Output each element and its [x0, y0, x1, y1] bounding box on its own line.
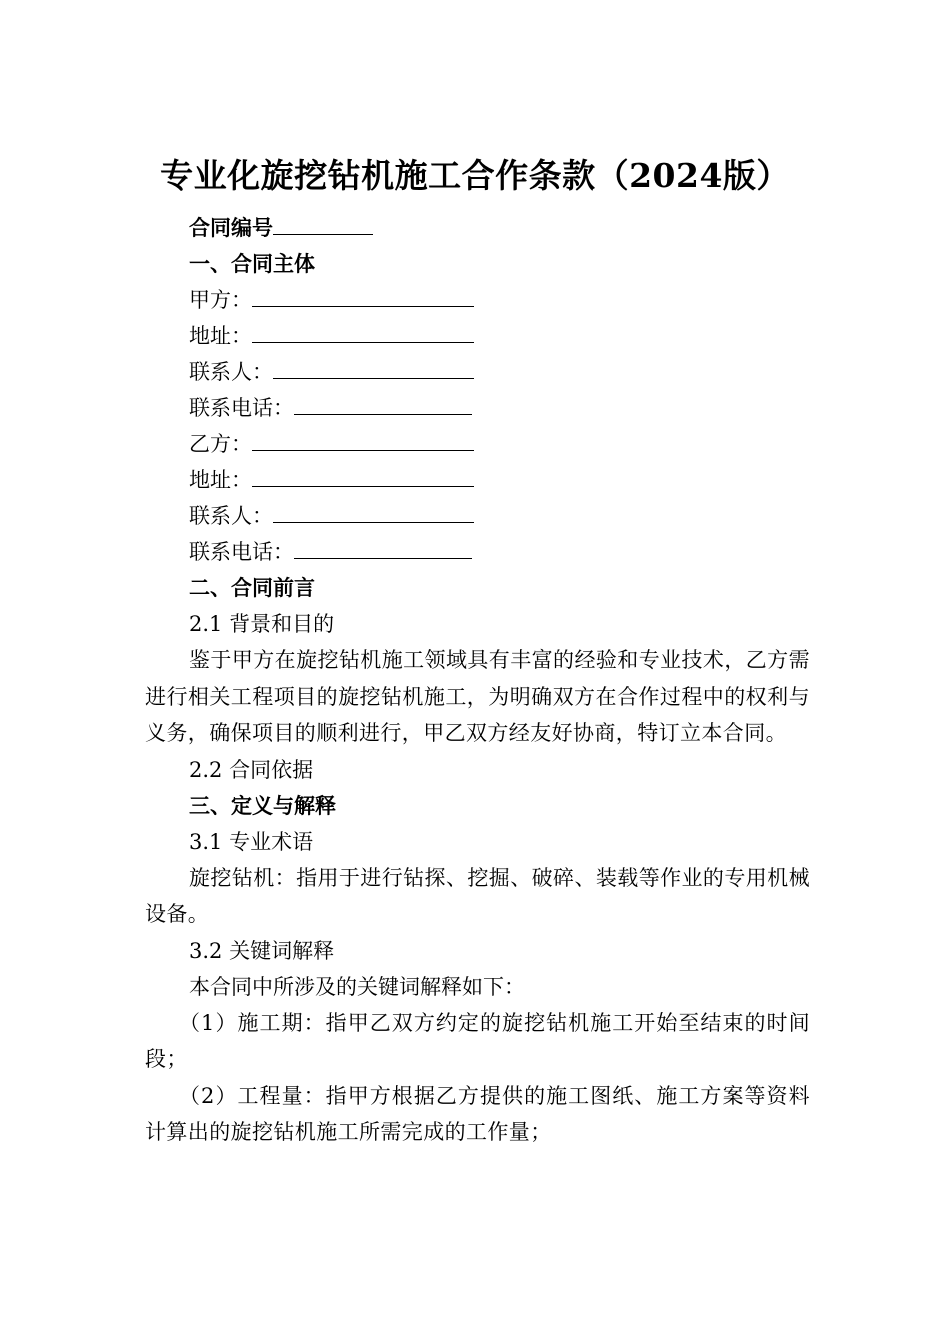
- party-a-address-field: [145, 318, 810, 354]
- section3-paragraph-2: 本合同中所涉及的关键词解释如下：: [189, 974, 525, 999]
- field-label: 乙方：: [189, 432, 252, 456]
- section2-paragraph: 鉴于甲方在旋挖钻机施工领域具有丰富的经验和专业技术，乙方需进行相关工程项目的旋挖钻机施工，为明确双方在合作过程中的权利与义务，确保项目的顺利进行，甲乙双方经友好协商，特订立本合同。: [145, 648, 810, 745]
- definition-item-2: （2）工程量：指甲方根据乙方提供的施工图纸、施工方案等资料计算出的旋挖钻机施工所需完成的工作量；: [145, 1083, 810, 1144]
- section3-paragraph-1: 旋挖钻机：指用于进行钻探、挖掘、破碎、装载等作业的专用机械设备。: [145, 865, 810, 926]
- party-b-contact-field: [145, 498, 810, 534]
- section2-sub1: 2.1 背景和目的: [189, 612, 335, 636]
- party-a-phone-field: [145, 390, 810, 426]
- field-blank: [252, 318, 474, 343]
- field-label: 联系人：: [189, 360, 273, 384]
- document-body: [145, 210, 810, 1151]
- contract-number-label: 合同编号: [189, 215, 273, 240]
- field-blank: [252, 462, 474, 487]
- field-blank: [273, 354, 474, 379]
- definition-item-1: （1）施工期：指甲乙双方约定的旋挖钻机施工开始至结束的时间段；: [145, 1010, 810, 1071]
- contract-number-blank: [273, 210, 373, 235]
- party-b-phone-field: [145, 534, 810, 570]
- party-a-field: [145, 282, 810, 318]
- section2-heading: 二、合同前言: [189, 575, 315, 600]
- field-label: 地址：: [189, 468, 252, 492]
- field-blank: [252, 426, 474, 451]
- section3-sub2: 3.2 关键词解释: [189, 938, 335, 963]
- field-blank: [252, 282, 474, 307]
- party-b-address-field: [145, 462, 810, 498]
- section2-sub2: 2.2 合同依据: [189, 757, 314, 782]
- field-label: 甲方：: [189, 288, 252, 312]
- section3-heading: 三、定义与解释: [189, 792, 336, 818]
- section1-heading: 一、合同主体: [189, 251, 315, 276]
- party-a-contact-field: [145, 354, 810, 390]
- field-blank: [294, 390, 472, 415]
- field-blank: [294, 534, 472, 559]
- contract-number-line: [145, 210, 810, 246]
- section3-sub1: 3.1 专业术语: [189, 829, 314, 854]
- field-label: 联系人：: [189, 504, 273, 528]
- party-b-field: [145, 426, 810, 462]
- field-label: 联系电话：: [189, 396, 294, 420]
- field-label: 联系电话：: [189, 540, 294, 564]
- document-title: 专业化旋挖钻机施工合作条款（2024版）: [160, 156, 790, 195]
- field-label: 地址：: [189, 324, 252, 348]
- field-blank: [273, 498, 474, 523]
